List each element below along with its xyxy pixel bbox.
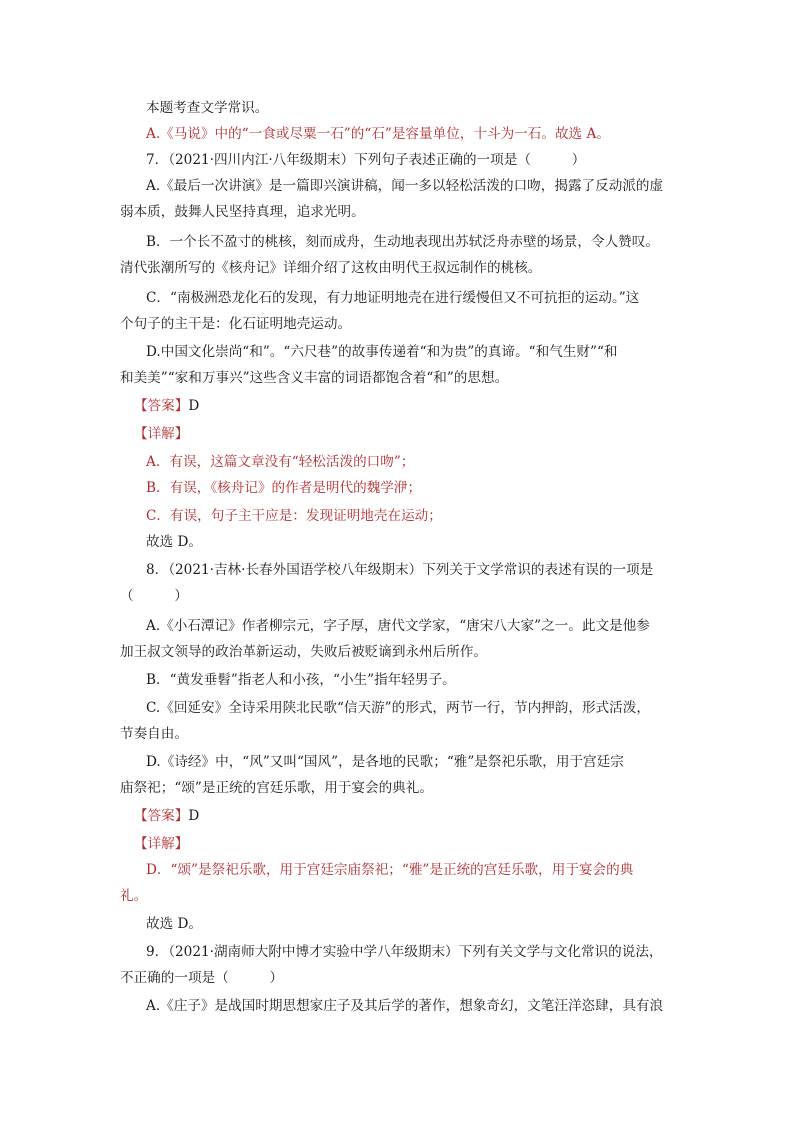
option-line: D.中国文化崇尚“和”。“六尺巷”的故事传递着“和为贵”的真谛。“和气生财”“和 bbox=[146, 344, 618, 360]
explanation-line: 礼。 bbox=[120, 888, 148, 904]
option-line: A.《庄子》是战国时期思想家庄子及其后学的著作，想象奇幻，文笔汪洋恣肆，具有浪 bbox=[146, 998, 664, 1014]
text-line: A.《马说》中的“一食或尽粟一石”的“石”是容量单位，十斗为一石。故选 A。 bbox=[146, 126, 610, 142]
option-line: B．一个长不盈寸的桃核，刻而成舟，生动地表现出苏轼泛舟赤壁的场景，令人赞叹。 bbox=[146, 234, 659, 250]
option-line: A.《最后一次讲演》是一篇即兴演讲稿，闻一多以轻松活泼的口吻，揭露了反动派的虚 bbox=[146, 178, 664, 194]
option-line: C.《回延安》全诗采用陕北民歌“信天游”的形式，两节一行，节内押韵，形式活泼， bbox=[146, 700, 650, 716]
option-line: 庙祭祀；“颂”是正统的宫廷乐歌，用于宴会的典礼。 bbox=[120, 780, 433, 796]
option-line: 清代张潮所写的《核舟记》详细介绍了这枚由明代王叔远制作的桃核。 bbox=[120, 260, 542, 276]
explanation-label: 【详解】 bbox=[134, 426, 189, 442]
explanation-line: D．“颂”是祭祀乐歌，用于宫廷宗庙祭祀；“雅”是正统的宫廷乐歌，用于宴会的典 bbox=[146, 862, 634, 878]
question-7-stem: 7．（2021·四川内江·八年级期末）下列句子表述正确的一项是（ ） bbox=[146, 152, 586, 168]
explanation-label: 【详解】 bbox=[134, 836, 189, 852]
answer-line bbox=[134, 806, 199, 826]
question-8-stem-cont: （ ） bbox=[120, 588, 188, 604]
explanation-line: C．有误，句子主干应是：发现证明地壳在运动； bbox=[146, 508, 442, 524]
answer-label: 【答案】 bbox=[134, 808, 189, 824]
conclusion-line: 故选 D。 bbox=[146, 534, 203, 550]
answer-line bbox=[134, 396, 199, 416]
explanation-line: A．有误，这篇文章没有“轻松活泼的口吻”； bbox=[146, 454, 415, 470]
option-line: B．“黄发垂髫”指老人和小孩，“小生”指年轻男子。 bbox=[146, 672, 456, 688]
answer-value: D bbox=[188, 398, 200, 414]
option-line: 节奏自由。 bbox=[120, 726, 188, 742]
option-line: 和美美”“家和万事兴”这些含义丰富的词语都饱含着“和”的思想。 bbox=[120, 370, 509, 386]
option-line: C．“南极洲恐龙化石的发现，有力地证明地壳在进行缓慢但又不可抗拒的运动。”这 bbox=[146, 290, 640, 306]
option-line: 加王叔文领导的政治革新运动，失败后被贬谪到永州后所作。 bbox=[120, 644, 488, 660]
option-line: 弱本质，鼓舞人民坚持真理，追求光明。 bbox=[120, 204, 365, 220]
explanation-line: B．有误，《核舟记》的作者是明代的魏学洢； bbox=[146, 480, 422, 496]
question-8-stem: 8．（2021·吉林·长春外国语学校八年级期末）下列关于文学常识的表述有误的一项是 bbox=[146, 562, 654, 578]
text-line: 本题考查文学常识。 bbox=[146, 100, 269, 116]
question-9-stem: 9．（2021·湖南师大附中博才实验中学八年级期末）下列有关文学与文化常识的说法， bbox=[146, 944, 663, 960]
answer-value: D bbox=[188, 808, 200, 824]
option-line: D.《诗经》中，“风”又叫“国风”，是各地的民歌；“雅”是祭祀乐歌，用于宫廷宗 bbox=[146, 754, 624, 770]
conclusion-line: 故选 D。 bbox=[146, 916, 203, 932]
option-line: A.《小石潭记》作者柳宗元，字子厚，唐代文学家，“唐宋八大家”之一。此文是他参 bbox=[146, 618, 650, 634]
question-9-stem-cont: 不正确的一项是（ ） bbox=[120, 970, 284, 986]
answer-label: 【答案】 bbox=[134, 398, 189, 414]
option-line: 个句子的主干是：化石证明地壳运动。 bbox=[120, 316, 352, 332]
